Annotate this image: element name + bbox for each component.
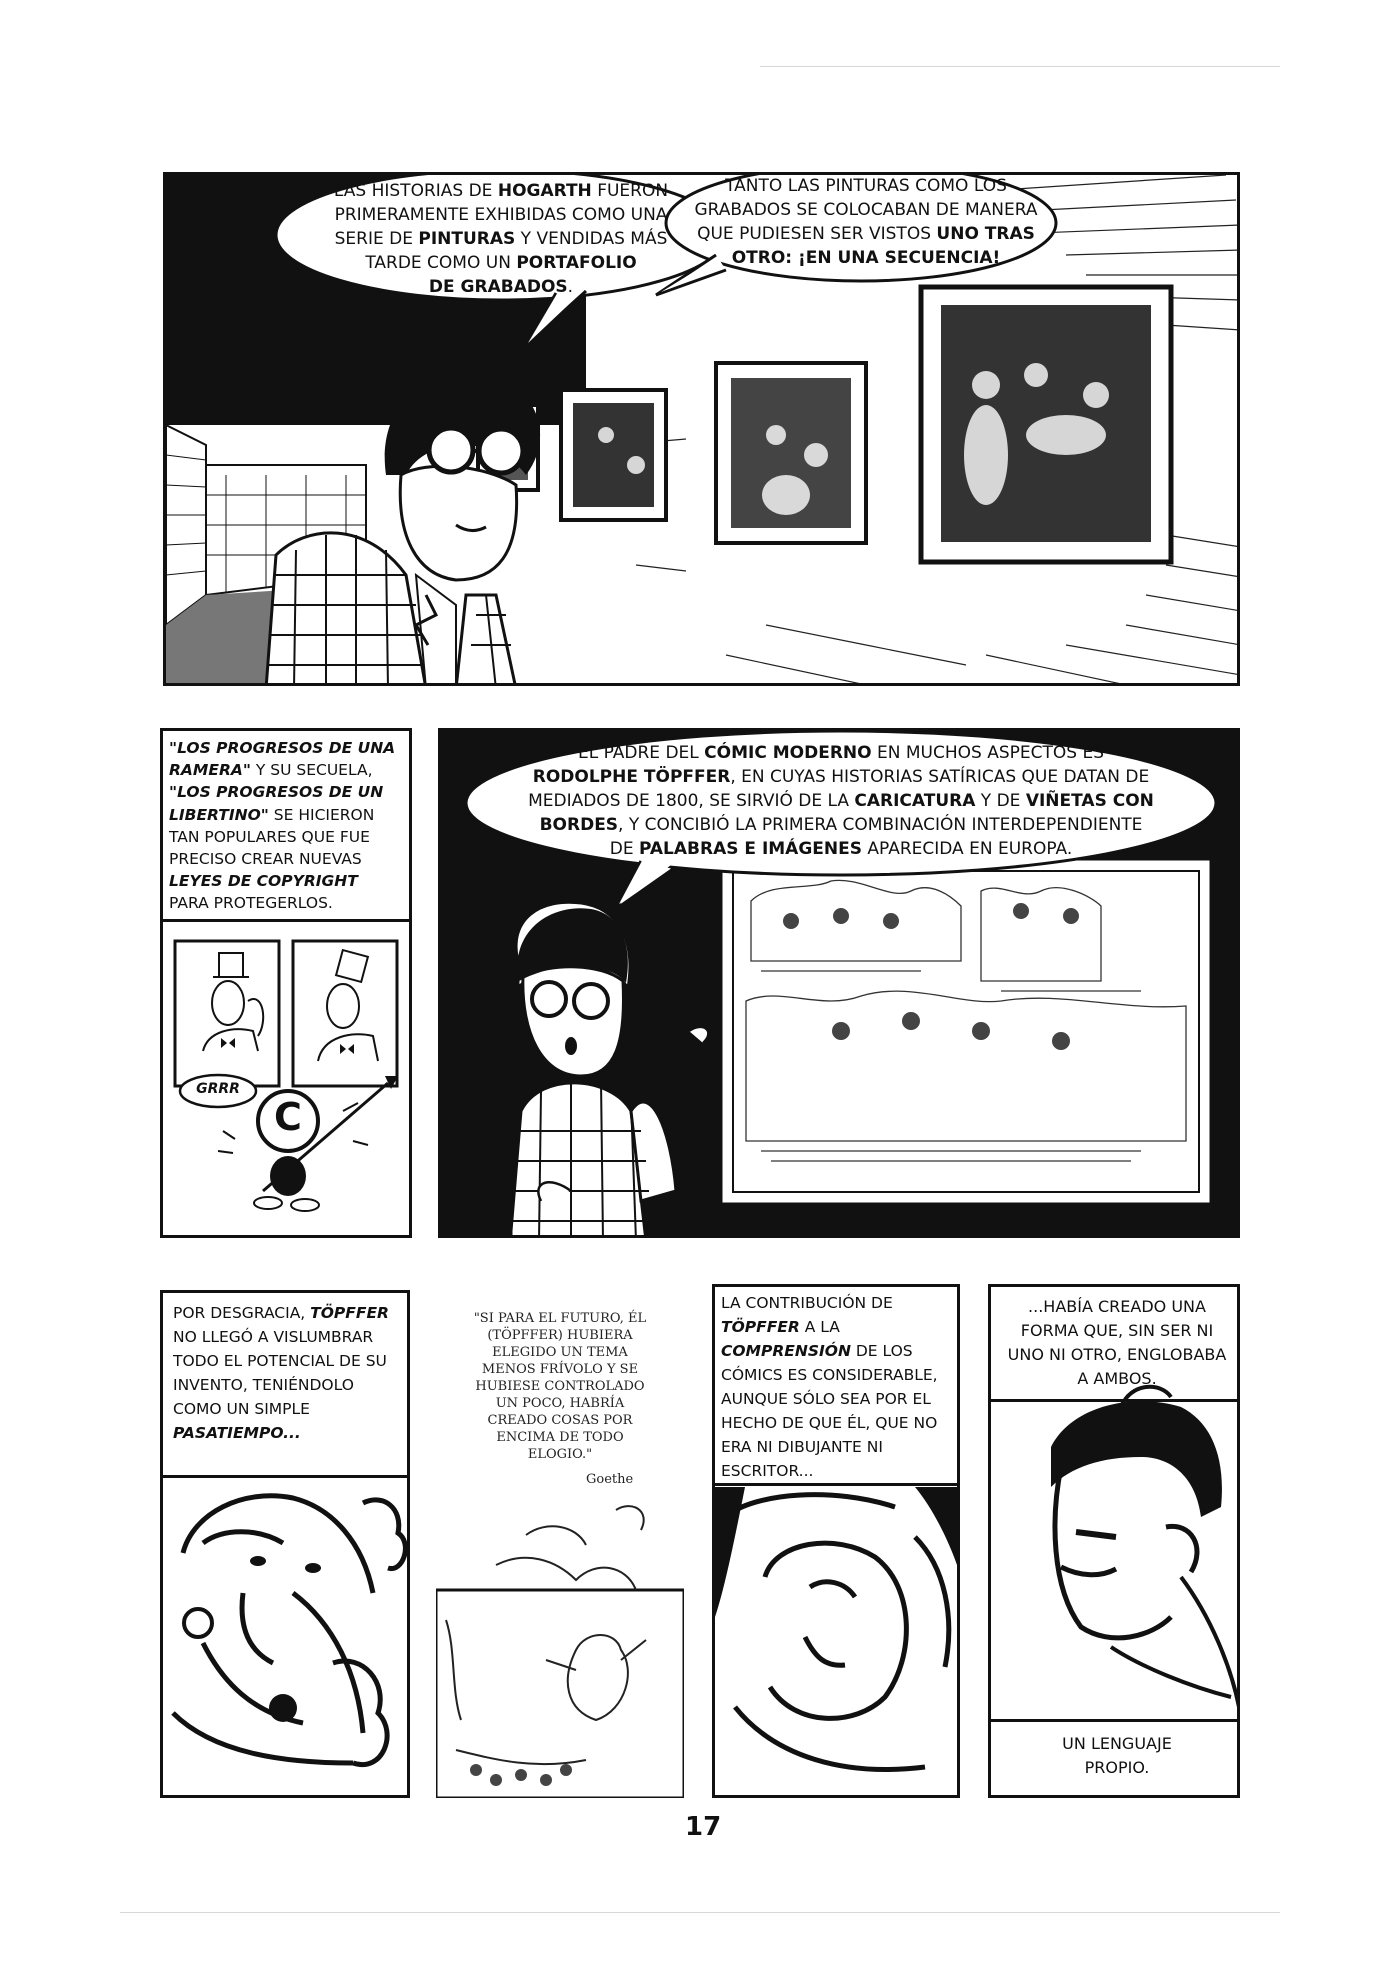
text-line: ENCIMA DE TODO [496, 1430, 624, 1445]
caption-divider [991, 1719, 1240, 1722]
text-line: TODO EL POTENCIAL DE SU [173, 1352, 387, 1370]
text-line: UN POCO, HABRÍA [495, 1396, 625, 1411]
text-line: CÓMICS ES CONSIDERABLE, [721, 1366, 938, 1384]
text-line: POR DESGRACIA, TÖPFFER [173, 1304, 389, 1322]
text-line: INVENTO, TENIÉNDOLO [173, 1376, 354, 1394]
text-line: UNO NI OTRO, ENGLOBABA [1007, 1345, 1227, 1364]
text-line: HUBIESE CONTROLADO [475, 1379, 645, 1394]
text-line: "LOS PROGRESOS DE UNA [169, 739, 396, 757]
bottom-page-rule [120, 1912, 1280, 1913]
text-line: COMO UN SIMPLE [173, 1400, 310, 1418]
text-line: FORMA QUE, SIN SER NI [1020, 1321, 1214, 1340]
text-line: TARDE COMO UN PORTAFOLIO [365, 253, 637, 273]
text-line: PRECISO CREAR NUEVAS [169, 850, 362, 869]
copyright-symbol-glyph: C [274, 1095, 302, 1139]
panel-gallery [163, 172, 1240, 686]
text-line: NO LLEGÓ A VISLUMBRAR [173, 1328, 374, 1346]
text-line: BORDES, Y CONCIBIÓ LA PRIMERA COMBINACIÓN INTERDEPENDIENTE [539, 815, 1143, 835]
text-line: CREADO COSAS POR [487, 1413, 633, 1428]
text-line: MENOS FRÍVOLO Y SE [481, 1362, 639, 1377]
text-line: ELEGIDO UN TEMA [492, 1345, 628, 1360]
text-line: LEYES DE COPYRIGHT [169, 872, 358, 891]
text-line: COMPRENSIÓN DE LOS [721, 1342, 913, 1360]
text-line: TÖPFFER A LA [721, 1318, 840, 1336]
text-line: SERIE DE PINTURAS Y VENDIDAS MÁS [334, 229, 668, 249]
panel-contribution [712, 1284, 960, 1798]
text-line: EL PADRE DEL CÓMIC MODERNO EN MUCHOS ASPECTOS ES [578, 743, 1104, 763]
text-line: UN LENGUAJE [1062, 1734, 1172, 1753]
copyright-scene-art [163, 731, 412, 1238]
text-line: PASATIEMPO... [173, 1424, 301, 1442]
text-line: ESCRITOR... [721, 1462, 814, 1480]
text-line: DE PALABRAS E IMÁGENES APARECIDA EN EUROPA. [609, 839, 1073, 859]
growl-text: GRRR [196, 1081, 240, 1097]
text-line: DE GRABADOS. [428, 277, 574, 297]
top-page-rule [760, 66, 1280, 67]
contribution-portrait-art [715, 1287, 960, 1798]
panel-own-language [988, 1284, 1240, 1798]
goethe-quote-author: Goethe [586, 1472, 634, 1487]
text-line: LIBERTINO" SE HICIERON [169, 805, 375, 824]
text-line: "SI PARA EL FUTURO, ÉL [473, 1311, 647, 1326]
hogarth-speech-bubble [281, 179, 721, 299]
text-line: QUE PUDIESEN SER VISTOS UNO TRAS [697, 224, 1035, 244]
text-line: RODOLPHE TÖPFFER, EN CUYAS HISTORIAS SATÍRICAS QUE DATAN DE [532, 767, 1150, 787]
text-line: (TÖPFFER) HUBIERA [487, 1328, 633, 1343]
text-line: A AMBOS. [1077, 1369, 1157, 1388]
text-line: RAMERA" Y SU SECUELA, [169, 761, 373, 780]
text-line: GRABADOS SE COLOCABAN DE MANERA [694, 200, 1038, 220]
panel-topffer-intro [438, 728, 1240, 1238]
text-line: ERA NI DIBUJANTE NI [721, 1438, 883, 1456]
sequence-speech-bubble [686, 174, 1046, 270]
text-line: ...HABÍA CREADO UNA [1028, 1297, 1206, 1316]
text-line: AUNQUE SÓLO SEA POR EL [721, 1390, 931, 1408]
text-line: LA CONTRIBUCIÓN DE [721, 1294, 893, 1312]
text-line: PARA PROTEGERLOS. [169, 894, 333, 913]
own-language-caption-bottom [991, 1732, 1240, 1780]
panel-pastime [160, 1290, 410, 1798]
pastime-portrait-art [163, 1293, 410, 1798]
topffer-speech-bubble [491, 741, 1191, 861]
text-line: "LOS PROGRESOS DE UN [169, 783, 384, 802]
text-line: PRIMERAMENTE EXHIBIDAS COMO UNA [334, 205, 668, 225]
text-line: MEDIADOS DE 1800, SE SIRVIÓ DE LA CARICATURA Y DE VIÑETAS CON [528, 791, 1154, 811]
panel-goethe-quote [436, 1290, 684, 1798]
panel-copyright [160, 728, 412, 1238]
text-line: TAN POPULARES QUE FUE [169, 827, 370, 846]
text-line: OTRO: ¡EN UNA SECUENCIA! [731, 248, 1001, 268]
text-line: HECHO DE QUE ÉL, QUE NO [721, 1414, 938, 1432]
text-line: PROPIO. [1084, 1758, 1150, 1777]
text-line: ELOGIO." [527, 1447, 593, 1462]
text-line: LAS HISTORIAS DE HOGARTH FUERON [333, 181, 669, 201]
page-number: 17 [685, 1812, 722, 1842]
text-line: TANTO LAS PINTURAS COMO LOS [725, 176, 1007, 196]
goethe-scene-art [436, 1290, 684, 1798]
